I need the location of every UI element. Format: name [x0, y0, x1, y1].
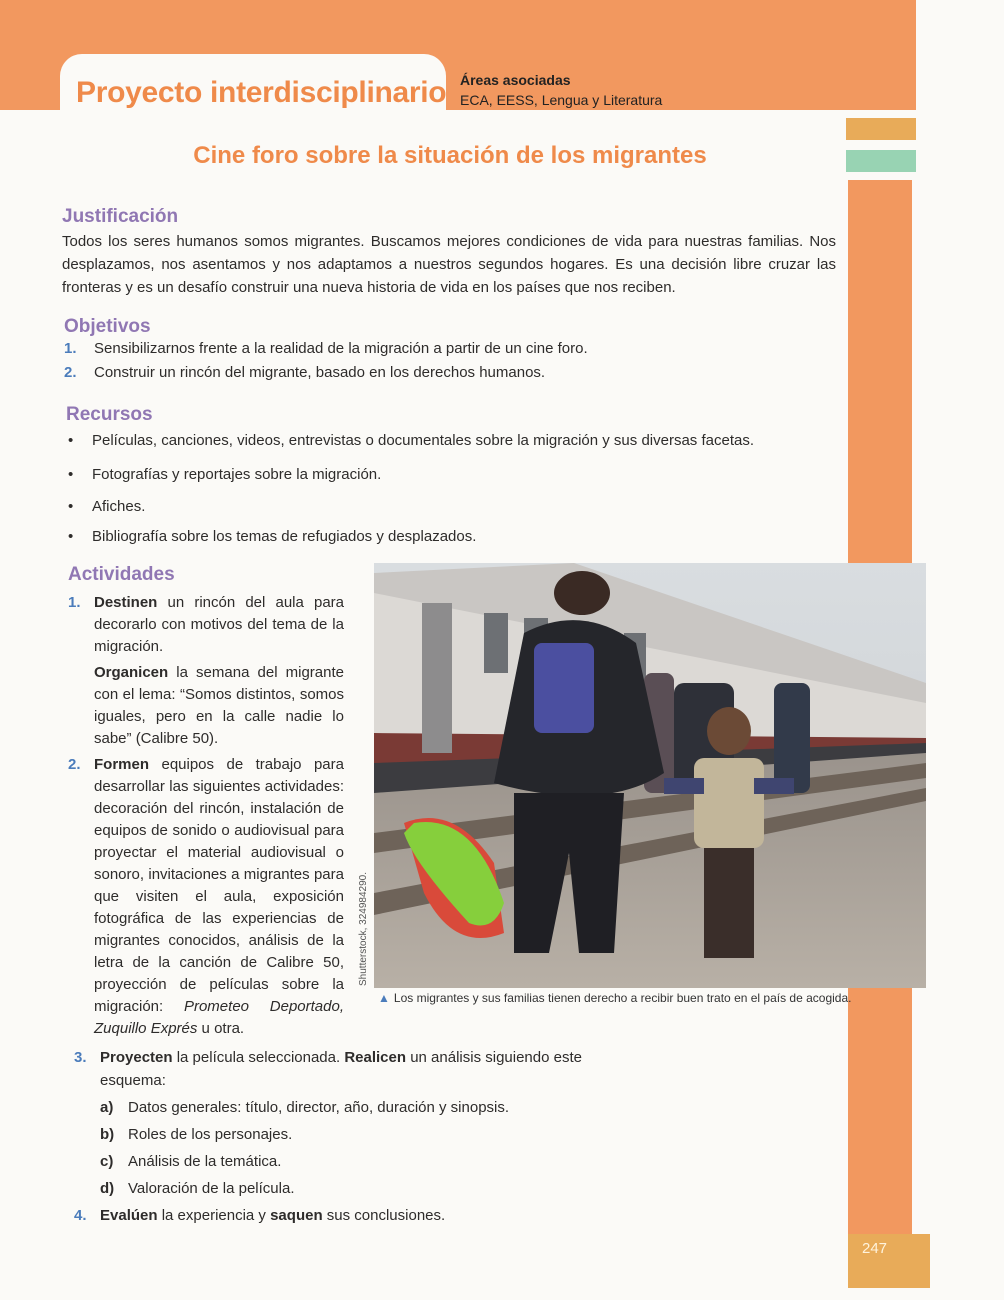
- photo-caption: [378, 990, 858, 1007]
- activity-text: la experiencia y: [157, 1207, 271, 1224]
- sub-letter: a): [100, 1099, 114, 1116]
- sub-letter: d): [100, 1180, 115, 1197]
- title-tab: [60, 54, 446, 124]
- item-text: Fotografías y reportajes sobre la migración.: [92, 466, 382, 483]
- item-text: Películas, canciones, videos, entrevistas o documentales sobre la migración y sus diversas facetas.: [92, 432, 754, 449]
- areas-value: ECA, EESS, Lengua y Literatura: [460, 92, 663, 108]
- verb: Proyecten: [100, 1049, 173, 1066]
- item-text: Construir un rincón del migrante, basado en los derechos humanos.: [94, 364, 546, 381]
- heading-recursos: Recursos: [66, 404, 153, 425]
- item-number: 1.: [64, 340, 77, 357]
- recursos-list: [62, 432, 842, 552]
- sub-item: [74, 1177, 634, 1200]
- photo-illustration: [374, 563, 926, 988]
- list-item: [62, 466, 842, 498]
- heading-objetivos: Objetivos: [64, 316, 151, 337]
- sub-text: Roles de los personajes.: [128, 1126, 293, 1143]
- margin-tab-yellow: [846, 118, 916, 140]
- sub-letter: b): [100, 1126, 115, 1143]
- justificacion-text: Todos los seres humanos somos migrantes. Buscamos mejores condiciones de vida para nuestras familias. Nos desplazamos, nos asentamos y nos adaptamos a nuestros segundos hogares. Es una decisión libre cruzar las fronteras y es un desafío construir una nueva historia de vida en los países que nos reciben.: [62, 233, 836, 296]
- item-text: Bibliografía sobre los temas de refugiados y desplazados.: [92, 528, 477, 545]
- list-item: [64, 340, 824, 364]
- verb: saquen: [270, 1207, 323, 1224]
- activity-3: [74, 1046, 634, 1092]
- list-item: [62, 498, 842, 528]
- sub-text: Valoración de la película.: [128, 1180, 295, 1197]
- sub-item: [74, 1150, 634, 1173]
- activity-text: equipos de trabajo para desarrollar las siguientes actividades: decoración del rincón, instalación de equipos de sonido o audiovisual para proyectar el material audiovisual o sonoro, invitaciones a migrantes para que visiten el aula, exposición fotográfica de las experiencias de migrantes conocidos, análisis de la letra de la canción de Calibre 50, proyección de películas sobre la migración:: [94, 756, 344, 1015]
- verb: Evalúen: [100, 1207, 158, 1224]
- sub-letter: c): [100, 1153, 114, 1170]
- activity-2: [68, 754, 344, 1040]
- activity-text: un rincón del aula para decorarlo con motivos del tema de la migración.: [94, 594, 344, 655]
- page-number-tab: [848, 1234, 930, 1288]
- verb: Destinen: [94, 594, 158, 611]
- activity-text: un análisis siguiendo este esquema:: [100, 1049, 582, 1089]
- item-number: 1.: [68, 594, 81, 611]
- heading-justificacion: Justificación: [62, 206, 179, 227]
- sub-text: Análisis de la temática.: [128, 1153, 282, 1170]
- verb: Organicen: [94, 664, 169, 681]
- list-item: [64, 364, 824, 388]
- activity-1: [68, 592, 344, 658]
- verb: Formen: [94, 756, 150, 773]
- main-title: Cine foro sobre la situación de los migrantes: [193, 142, 707, 169]
- sub-text: Datos generales: título, director, año, duración y sinopsis.: [128, 1099, 510, 1116]
- bullet: •: [68, 498, 74, 515]
- bullet: •: [68, 528, 74, 545]
- caption-marker: ▲: [378, 991, 390, 1005]
- activity-text: la semana del migrante con el lema: “Somos distintos, somos iguales, pero en la calle nadie lo sabe” (Calibre 50).: [94, 664, 344, 747]
- activity-1b: [68, 662, 344, 750]
- list-item: [62, 432, 842, 466]
- activity-text: sus conclusiones.: [322, 1207, 446, 1224]
- sub-item: [74, 1123, 634, 1146]
- bullet: •: [68, 466, 74, 483]
- project-title: Proyecto interdisciplinario: [76, 76, 447, 109]
- sub-item: [74, 1096, 634, 1119]
- photo-credit: Shutterstock, 324984290.: [358, 872, 369, 986]
- actividades-continued: [74, 1046, 634, 1227]
- bullet: •: [68, 432, 74, 449]
- list-item: [62, 528, 842, 552]
- page-number: 247: [862, 1240, 888, 1257]
- item-number: 2.: [64, 364, 77, 381]
- heading-actividades: Actividades: [68, 564, 175, 585]
- item-number: 2.: [68, 756, 81, 773]
- activity-text: la película seleccionada.: [172, 1049, 345, 1066]
- associated-areas: [460, 70, 662, 110]
- verb: Realicen: [344, 1049, 407, 1066]
- item-text: Sensibilizarnos frente a la realidad de la migración a partir de un cine foro.: [94, 340, 588, 357]
- film-titles: Prometeo Deportado, Zuquillo Exprés: [94, 998, 344, 1037]
- item-text: Afiches.: [92, 498, 146, 515]
- actividades-column: [68, 592, 344, 1040]
- item-number: 3.: [74, 1049, 87, 1066]
- item-number: 4.: [74, 1207, 87, 1224]
- migrants-photo: [374, 563, 926, 988]
- areas-label: Áreas asociadas: [460, 72, 571, 88]
- activity-4: [74, 1204, 634, 1227]
- objetivos-list: [64, 340, 824, 388]
- activity-text: u otra.: [197, 1020, 245, 1037]
- caption-text: Los migrantes y sus familias tienen derecho a recibir buen trato en el país de acogida.: [393, 991, 852, 1005]
